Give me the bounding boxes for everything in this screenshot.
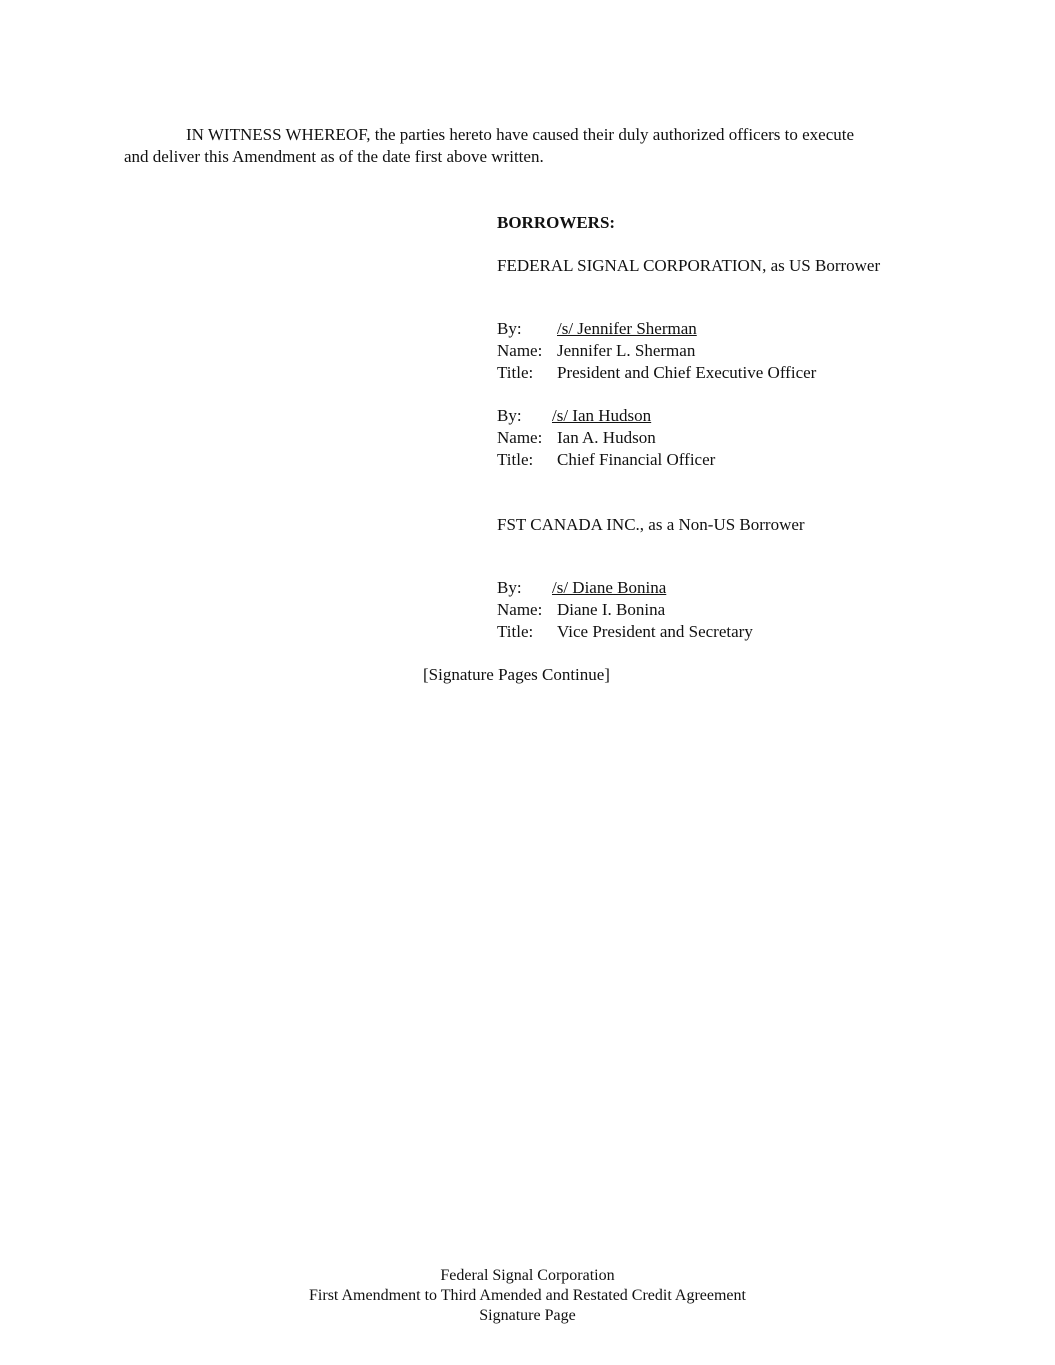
title-label: Title: (497, 363, 534, 382)
footer-line-1: Federal Signal Corporation (440, 1267, 615, 1284)
signer-name: Jennifer L. Sherman (557, 341, 696, 360)
signature-line: /s/ Jennifer Sherman (557, 319, 697, 338)
footer-line-3: Signature Page (479, 1307, 576, 1324)
signer-1-name-row (497, 340, 695, 362)
by-label: By: (497, 319, 522, 338)
witness-line-1: IN WITNESS WHEREOF, the parties hereto have caused their duly authorized officers to execute (186, 125, 855, 144)
signer-3-name-row (497, 599, 665, 621)
signature-pages-continue: [Signature Pages Continue] (423, 665, 610, 684)
footer-line-2: First Amendment to Third Amended and Restated Credit Agreement (309, 1287, 746, 1304)
signer-1-by-row (497, 318, 697, 340)
signer-2-by-row (497, 405, 651, 427)
name-label: Name: (497, 428, 543, 447)
name-label: Name: (497, 600, 543, 619)
title-label: Title: (497, 450, 534, 469)
entity-2-name: FST CANADA INC., as a Non-US Borrower (497, 515, 805, 534)
signer-2-title-row (497, 449, 715, 471)
signer-2-name-row (497, 427, 656, 449)
signer-name: Diane I. Bonina (557, 600, 666, 619)
borrowers-heading: BORROWERS: (497, 213, 616, 232)
witness-paragraph (124, 124, 944, 168)
by-label: By: (497, 406, 522, 425)
signer-3-title-row (497, 621, 753, 643)
by-label: By: (497, 578, 522, 597)
signature-line: /s/ Diane Bonina (552, 578, 667, 597)
signer-3-by-row (497, 577, 666, 599)
signer-title: Vice President and Secretary (557, 622, 753, 641)
entity-1-name: FEDERAL SIGNAL CORPORATION, as US Borrower (497, 256, 881, 275)
signature-line: /s/ Ian Hudson (552, 406, 652, 425)
signer-name: Ian A. Hudson (557, 428, 656, 447)
signer-title: President and Chief Executive Officer (557, 363, 817, 382)
signer-1-title-row (497, 362, 816, 384)
title-label: Title: (497, 622, 534, 641)
signer-title: Chief Financial Officer (557, 450, 716, 469)
witness-line-2: and deliver this Amendment as of the date first above written. (124, 147, 544, 166)
name-label: Name: (497, 341, 543, 360)
